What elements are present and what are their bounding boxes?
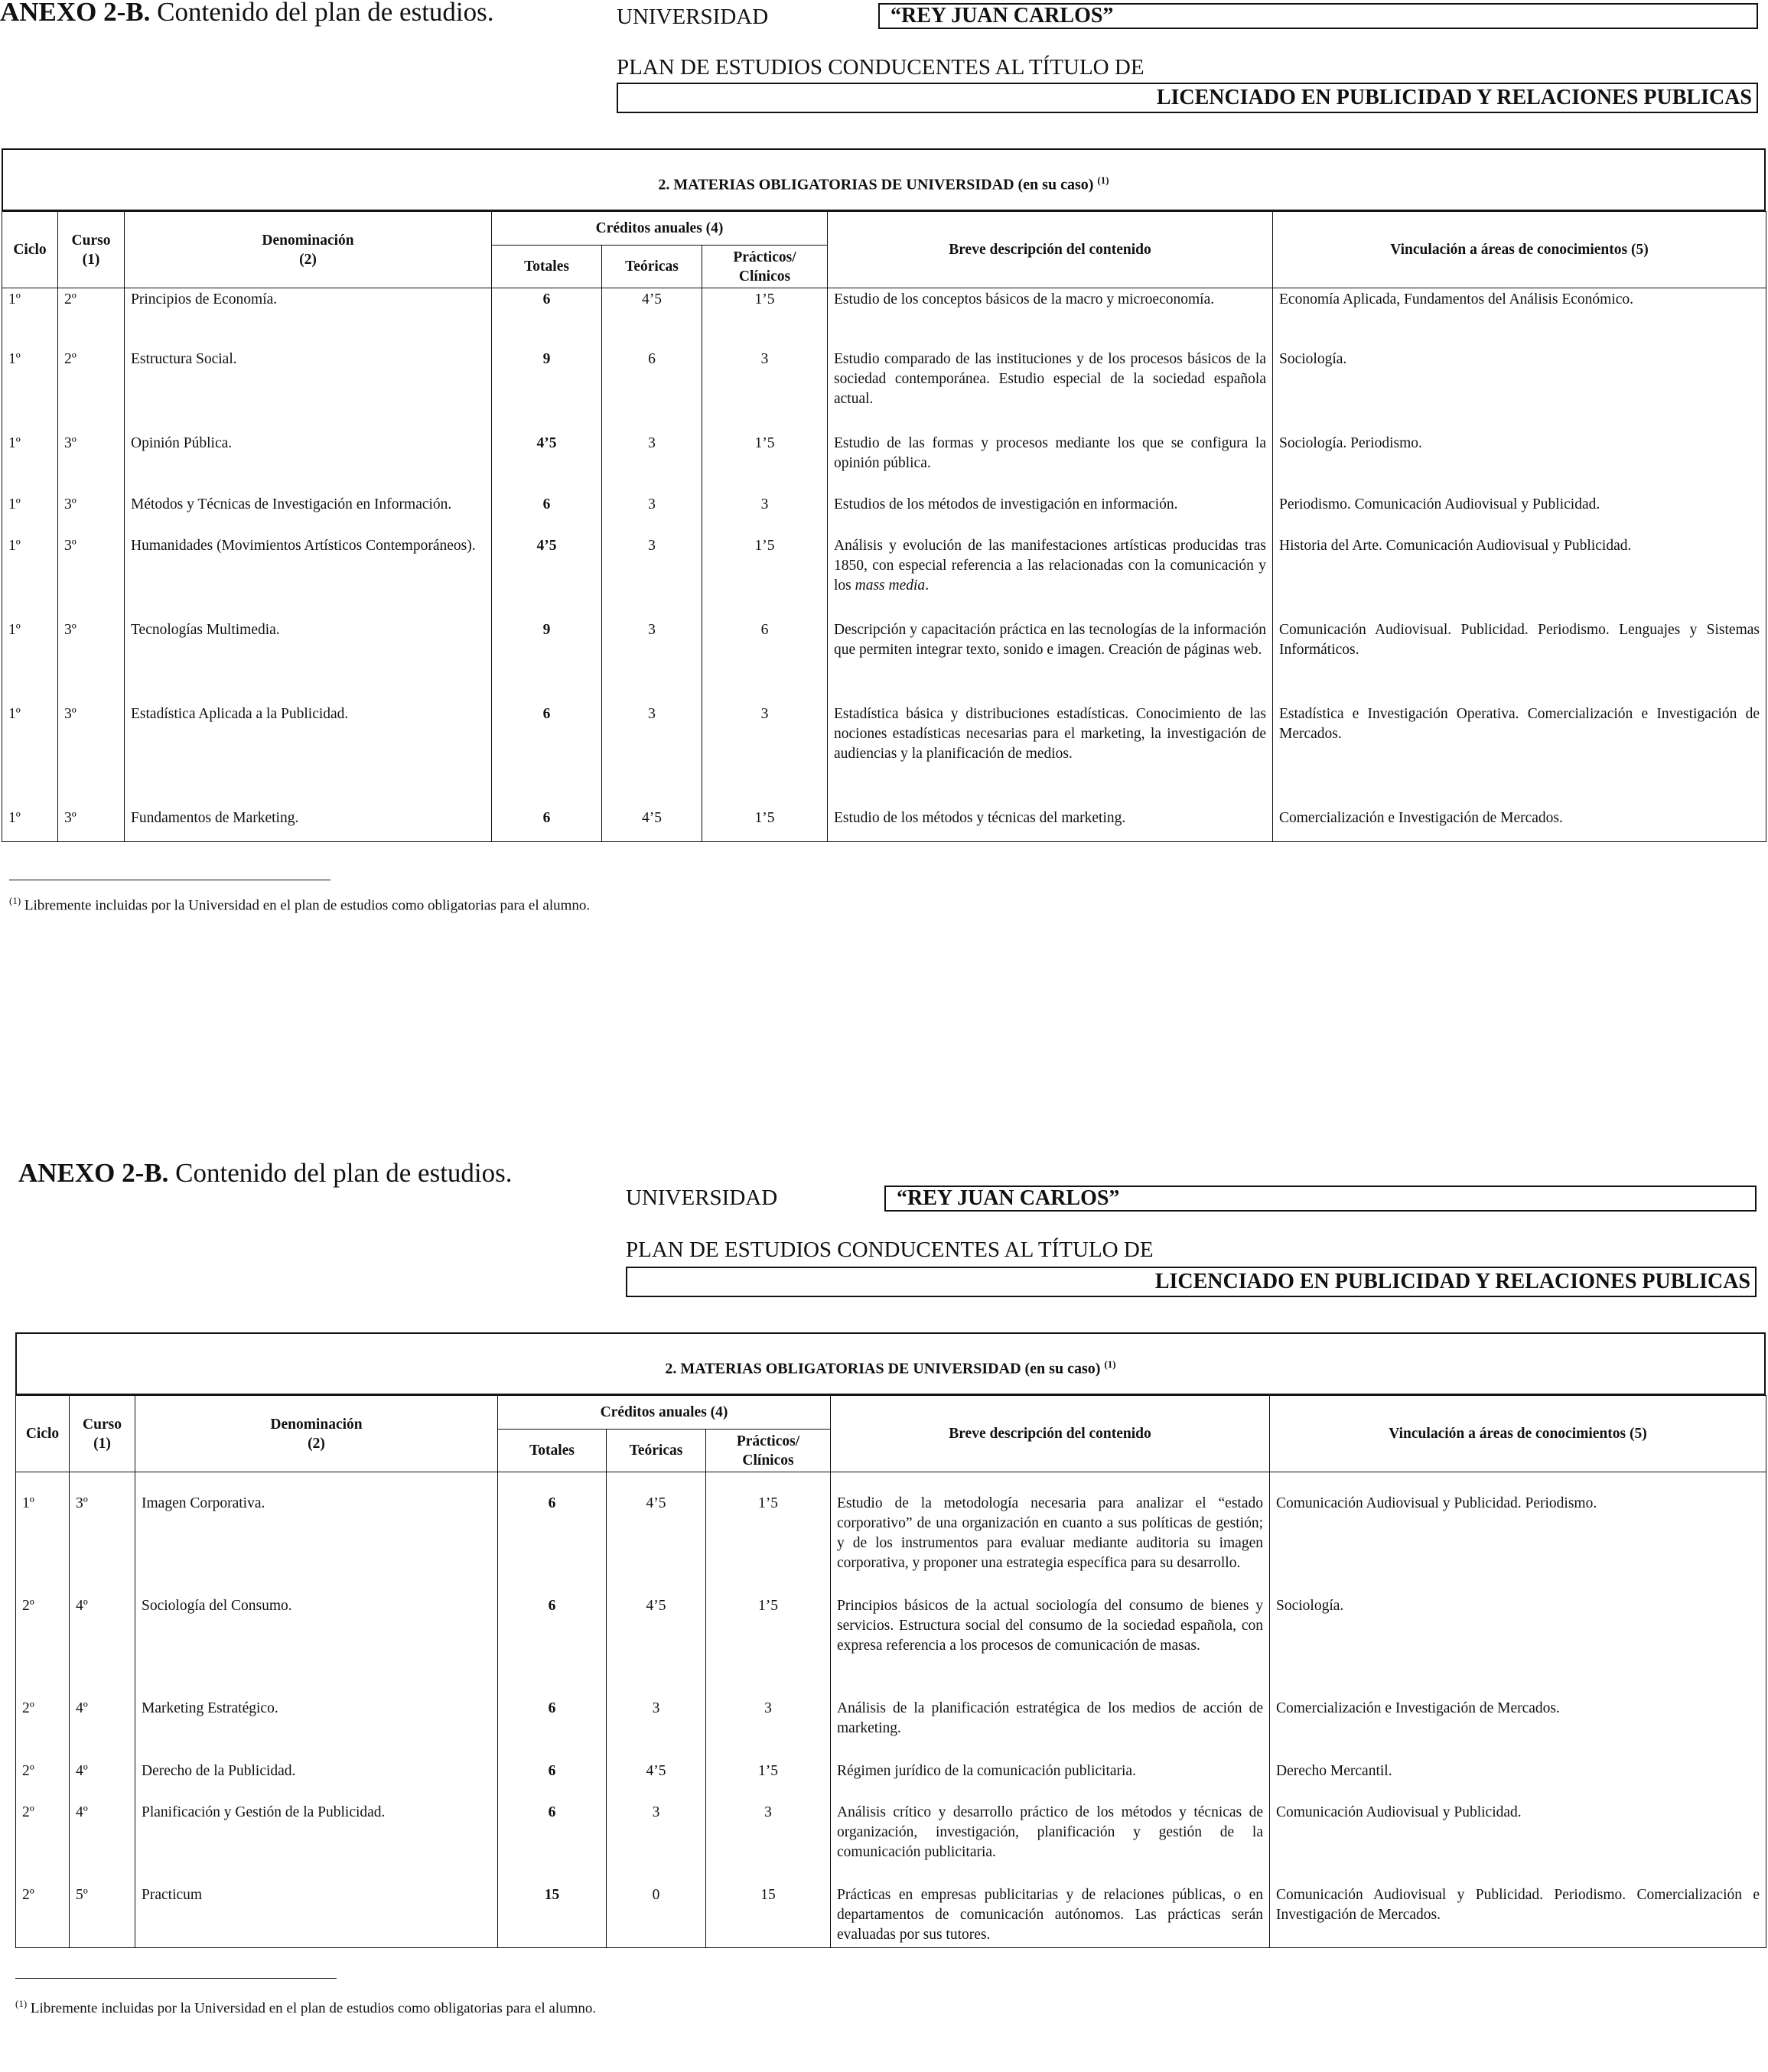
table-row: 1º 3º Opinión Pública. 4’5 3 1’5 Estudio de las formas y procesos mediante los que se configura la opinión pública. Sociología. Periodismo. [2, 432, 1766, 493]
col-teoricas: Teóricas [607, 1430, 706, 1472]
col-curso: Curso (1) [58, 212, 125, 288]
footnote: $^{(1)}$ Libremente incluidas por la Universidad en el plan de estudios como obligatorias para el alumno. [9, 895, 591, 914]
table-row: 2º 4º Derecho de la Publicidad. 6 4’5 1’5 Régimen jurídico de la comunicación publicitaria. Derecho Mercantil. [16, 1760, 1766, 1801]
col-totales: Totales [492, 246, 602, 288]
col-practicos: Prácticos/ Clínicos [706, 1430, 831, 1472]
col-creditos: Créditos anuales (4) [498, 1396, 831, 1430]
table-row: 1º 3º Tecnologías Multimedia. 9 3 6 Descripción y capacitación práctica en las tecnologías de la información que permiten integrar texto, sonido e imagen. Creación de páginas web. Comunicación Audiovisual. Publicidad. Periodismo. Lenguajes y Sistemas Informáticos. [2, 619, 1766, 703]
table-row: 1º 3º Imagen Corporativa. 6 4’5 1’5 Estudio de la metodología necesaria para analizar el “estado corporativo” de una organización en cuanto a sus políticas de gestión; y de los instrumentos para evaluar mediante auditoria su imagen corporativa, y proponer una estrategia específica para su desarrollo. Comunicación Audiovisual y Publicidad. Periodismo. [16, 1472, 1766, 1595]
col-practicos: Prácticos/ Clínicos [702, 246, 828, 288]
universidad-label: UNIVERSIDAD [626, 1186, 778, 1210]
materias-table-2 [15, 1395, 1766, 1948]
table-row: 1º 2º Estructura Social. 9 6 3 Estudio comparado de las instituciones y de los procesos básicos de la sociedad contemporánea. Estudio especial de la sociedad española actual. Sociología. [2, 348, 1766, 432]
section-title: 2. MATERIAS OBLIGATORIAS DE UNIVERSIDAD (en su caso) $^{(1)}$ [15, 1332, 1766, 1395]
col-totales: Totales [498, 1430, 607, 1472]
plan-label: PLAN DE ESTUDIOS CONDUCENTES AL TÍTULO DE [617, 55, 1144, 80]
materias-table-1 [2, 211, 1766, 842]
page-2 [0, 1147, 1768, 2072]
universidad-value: “REY JUAN CARLOS” [878, 3, 1758, 29]
plan-label: PLAN DE ESTUDIOS CONDUCENTES AL TÍTULO DE [626, 1238, 1154, 1262]
anexo-heading: ANEXO 2-B. Contenido del plan de estudios. [0, 0, 494, 27]
col-ciclo: Ciclo [2, 212, 58, 288]
table-row: 1º 3º Estadística Aplicada a la Publicidad. 6 3 3 Estadística básica y distribuciones estadísticas. Conocimiento de las nociones estadísticas necesarias para el marketing, la investigación de audiencias y la planificación de medios. Estadística e Investigación Operativa. Comercialización e Investigación de Mercados. [2, 703, 1766, 807]
table-row: 2º 4º Sociología del Consumo. 6 4’5 1’5 Principios básicos de la actual sociología del consumo de bienes y servicios. Estructura social del consumo de la sociedad española, con expresa referencia a los procesos de comunicación de masas. Sociología. [16, 1595, 1766, 1697]
col-curso: Curso (1) [70, 1396, 135, 1472]
col-descripcion: Breve descripción del contenido [831, 1396, 1270, 1472]
footnote: $^{(1)}$ Libremente incluidas por la Universidad en el plan de estudios como obligatorias para el alumno. [15, 1998, 597, 2017]
col-denominacion: Denominación (2) [135, 1396, 498, 1472]
col-vinculacion: Vinculación a áreas de conocimientos (5) [1273, 212, 1766, 288]
col-teoricas: Teóricas [602, 246, 702, 288]
col-denominacion: Denominación (2) [125, 212, 492, 288]
anexo-heading: ANEXO 2-B. Contenido del plan de estudios. [18, 1158, 513, 1188]
section-title: 2. MATERIAS OBLIGATORIAS DE UNIVERSIDAD (en su caso) $^{(1)}$ [2, 148, 1766, 211]
table-row: 1º 2º Principios de Economía. 6 4’5 1’5 Estudio de los conceptos básicos de la macro y microeconomía. Economía Aplicada, Fundamentos del Análisis Económico. [2, 288, 1766, 348]
table-row: 2º 4º Marketing Estratégico. 6 3 3 Análisis de la planificación estratégica de los medios de acción de marketing. Comercialización e Investigación de Mercados. [16, 1697, 1766, 1760]
table-row: 1º 3º Métodos y Técnicas de Investigación en Información. 6 3 3 Estudios de los métodos de investigación en información. Periodismo. Comunicación Audiovisual y Publicidad. [2, 493, 1766, 535]
col-creditos: Créditos anuales (4) [492, 212, 828, 246]
table-row: 2º 4º Planificación y Gestión de la Publicidad. 6 3 3 Análisis crítico y desarrollo práctico de los métodos y técnicas de organización, investigación, planificación y gestión de la comunicación publicitaria. Comunicación Audiovisual y Publicidad. [16, 1801, 1766, 1884]
universidad-value: “REY JUAN CARLOS” [884, 1186, 1757, 1212]
table-row: 1º 3º Humanidades (Movimientos Artísticos Contemporáneos). 4’5 3 1’5 Análisis y evolución de las manifestaciones artísticas producidas tras 1850, con especial referencia a las relacionadas con la comunicación y los mass media. Historia del Arte. Comunicación Audiovisual y Publicidad. [2, 535, 1766, 619]
universidad-label: UNIVERSIDAD [617, 5, 769, 29]
footnote-rule [15, 1978, 337, 1979]
titulo-value: LICENCIADO EN PUBLICIDAD Y RELACIONES PUBLICAS [626, 1267, 1757, 1297]
titulo-value: LICENCIADO EN PUBLICIDAD Y RELACIONES PUBLICAS [617, 83, 1758, 113]
table-row: 2º 5º Practicum 15 0 15 Prácticas en empresas publicitarias y de relaciones públicas, o en departamentos de comunicación autónomos. Las prácticas serán evaluadas por sus tutores. Comunicación Audiovisual y Publicidad. Periodismo. Comercialización e Investigación de Mercados. [16, 1884, 1766, 1948]
table-row: 1º 3º Fundamentos de Marketing. 6 4’5 1’5 Estudio de los métodos y técnicas del marketing. Comercialización e Investigación de Mercados. [2, 807, 1766, 842]
col-vinculacion: Vinculación a áreas de conocimientos (5) [1270, 1396, 1766, 1472]
page-1 [0, 0, 1768, 956]
col-descripcion: Breve descripción del contenido [828, 212, 1273, 288]
col-ciclo: Ciclo [16, 1396, 70, 1472]
